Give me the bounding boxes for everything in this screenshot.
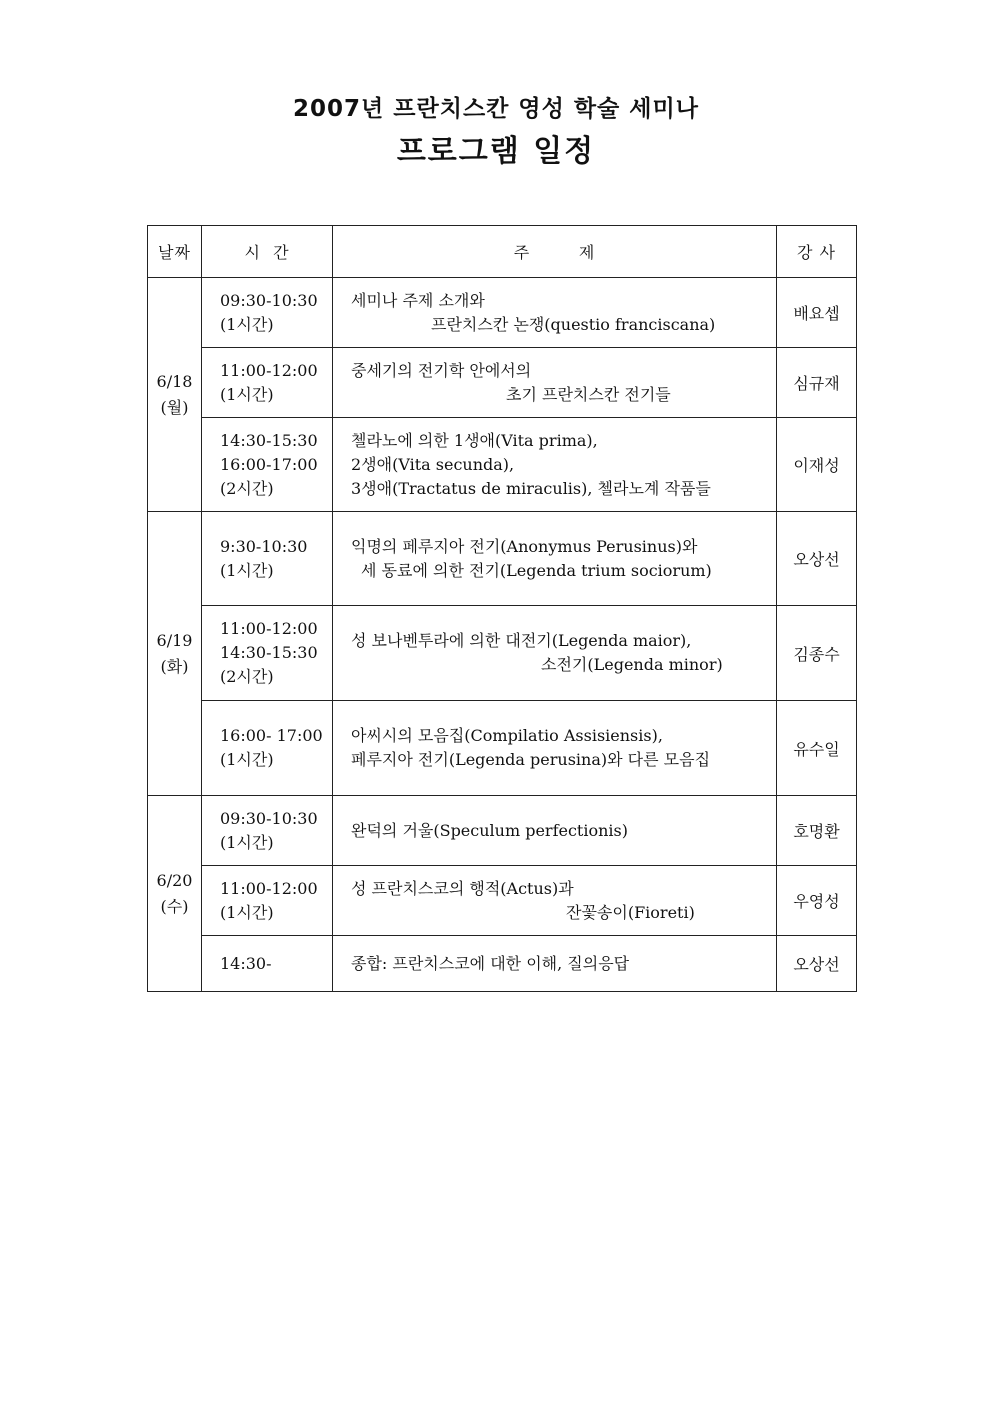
topic-line: 초기 프란치스칸 전기들 <box>506 384 671 404</box>
column-header-speaker: 강 사 <box>777 226 857 278</box>
topic-line: 페루지아 전기(Legenda perusina)와 다른 모음집 <box>351 750 711 769</box>
topic-line: 2생애(Vita secunda), <box>351 454 515 474</box>
table-header-row <box>148 226 857 278</box>
topic-line: 성 프란치스코의 행적(Actus)과 <box>351 878 574 898</box>
topic-line: 잔꽃송이(Fioreti) <box>566 902 695 922</box>
speaker-cell: 우영성 <box>777 866 857 936</box>
topic-line: 첼라노에 의한 1생애(Vita prima), <box>351 430 598 450</box>
time-range: 9:30-10:30 <box>220 536 308 556</box>
date-cell <box>148 512 202 796</box>
column-header-time: 시 간 <box>202 226 333 278</box>
time-cell <box>202 866 333 936</box>
table-row <box>148 796 857 866</box>
column-header-topic: 주 제 <box>333 226 777 278</box>
topic-cell <box>333 866 777 936</box>
table-row <box>148 278 857 348</box>
speaker-cell: 배요셉 <box>777 278 857 348</box>
topic-cell <box>333 701 777 796</box>
duration: (1시간) <box>220 832 274 852</box>
speaker-cell: 오상선 <box>777 936 857 992</box>
weekday-value: (화) <box>160 656 189 676</box>
topic-line: 3생애(Tractatus de miraculis), 첼라노계 작품들 <box>351 478 711 498</box>
time-cell <box>202 936 333 992</box>
seminar-title: 2007년 프란치스칸 영성 학술 세미나 <box>293 96 699 122</box>
program-schedule-title: 프로그램 일정 <box>396 134 596 169</box>
table-row <box>148 701 857 796</box>
date-value: 6/20 <box>156 870 193 890</box>
time-cell <box>202 606 333 701</box>
topic-line: 아씨시의 모음집(Compilatio Assisiensis), <box>351 726 663 745</box>
time-cell <box>202 418 333 512</box>
topic-line: 종합: 프란치스코에 대한 이해, 질의응답 <box>351 953 630 973</box>
topic-line: 완덕의 거울(Speculum perfectionis) <box>351 820 628 840</box>
topic-line: 익명의 페루지아 전기(Anonymus Perusinus)와 <box>351 536 698 556</box>
time-cell <box>202 278 333 348</box>
time-range: 11:00-12:00 <box>220 619 318 638</box>
date-cell <box>148 278 202 512</box>
topic-line: 프란치스칸 논쟁(questio franciscana) <box>431 314 716 334</box>
time-range: 16:00- 17:00 <box>220 726 323 745</box>
duration: (2시간) <box>220 667 274 686</box>
table-row <box>148 606 857 701</box>
time-cell <box>202 796 333 866</box>
duration: (2시간) <box>220 478 274 498</box>
table-row <box>148 418 857 512</box>
weekday-value: (수) <box>160 896 189 916</box>
time-range: 14:30-15:30 <box>220 643 318 662</box>
speaker-cell: 김종수 <box>777 606 857 701</box>
time-cell <box>202 348 333 418</box>
weekday-value: (월) <box>160 397 189 417</box>
time-range: 14:30-15:30 <box>220 430 318 450</box>
time-cell <box>202 512 333 606</box>
time-range: 14:30- <box>220 953 272 973</box>
time-range: 11:00-12:00 <box>220 360 318 380</box>
time-cell <box>202 701 333 796</box>
time-range: 09:30-10:30 <box>220 290 318 310</box>
topic-line: 세 동료에 의한 전기(Legenda trium sociorum) <box>361 560 712 580</box>
table-row <box>148 866 857 936</box>
speaker-cell: 이재성 <box>777 418 857 512</box>
topic-cell <box>333 348 777 418</box>
speaker-cell: 호명환 <box>777 796 857 866</box>
topic-line: 세미나 주제 소개와 <box>351 290 485 310</box>
column-header-date: 날짜 <box>148 226 202 278</box>
time-range: 11:00-12:00 <box>220 878 318 898</box>
duration: (1시간) <box>220 314 274 334</box>
date-value: 6/19 <box>156 630 193 650</box>
topic-line: 중세기의 전기학 안에서의 <box>351 360 532 380</box>
topic-line: 성 보나벤투라에 의한 대전기(Legenda maior), <box>351 631 692 650</box>
speaker-cell: 심규재 <box>777 348 857 418</box>
speaker-cell: 오상선 <box>777 512 857 606</box>
duration: (1시간) <box>220 902 274 922</box>
date-cell <box>148 796 202 992</box>
duration: (1시간) <box>220 750 274 769</box>
topic-cell <box>333 796 777 866</box>
table-row <box>148 936 857 992</box>
topic-cell <box>333 936 777 992</box>
schedule-table <box>147 225 857 992</box>
date-value: 6/18 <box>156 371 193 391</box>
table-row <box>148 348 857 418</box>
topic-line: 소전기(Legenda minor) <box>541 655 723 674</box>
topic-cell <box>333 512 777 606</box>
table-row <box>148 512 857 606</box>
time-range: 16:00-17:00 <box>220 454 318 474</box>
duration: (1시간) <box>220 384 274 404</box>
topic-cell <box>333 606 777 701</box>
duration: (1시간) <box>220 560 274 580</box>
topic-cell <box>333 418 777 512</box>
time-range: 09:30-10:30 <box>220 808 318 828</box>
speaker-cell: 유수일 <box>777 701 857 796</box>
topic-cell <box>333 278 777 348</box>
